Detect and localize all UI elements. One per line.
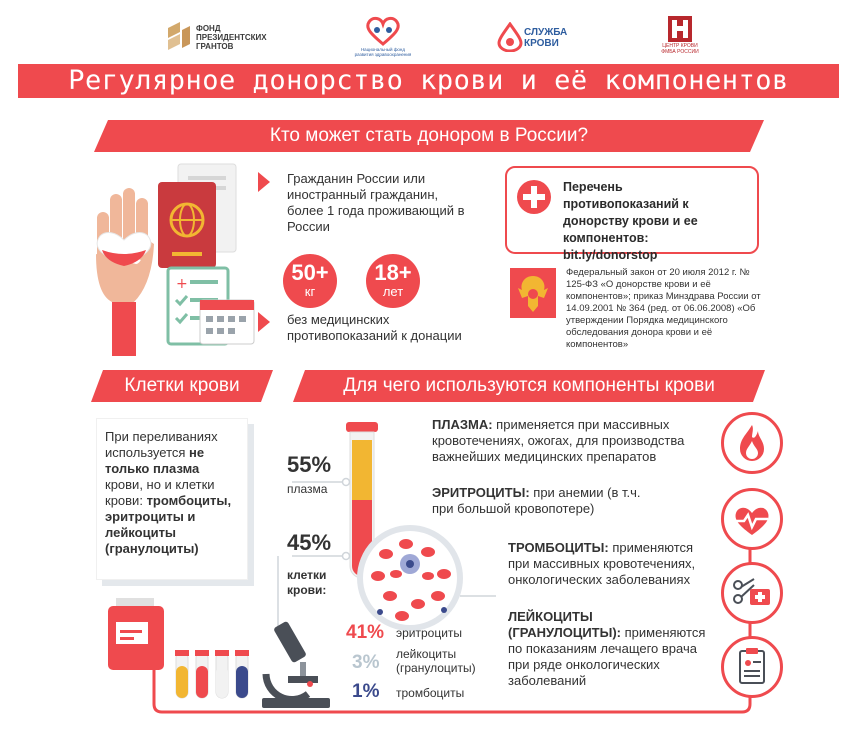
cells-banner: Клетки крови <box>124 375 240 396</box>
page-title: Регулярное донорство крови и её компонентов <box>18 64 839 98</box>
ery-desc <box>432 485 658 517</box>
cells-text-intro: При переливаниях используется <box>105 429 218 460</box>
documents-illustration <box>156 160 258 350</box>
heart-people-icon <box>363 16 403 46</box>
plasma-title: ПЛАЗМА: <box>432 417 493 432</box>
weight-badge <box>283 254 337 308</box>
leu-desc-text: применяются по показаниям лечащего врача при ряде онкологических заболеваний <box>508 625 706 688</box>
plasma-desc-text: применяется при массивных кровотечениях, ожогах, для производства важнейших медицинских препаратов <box>432 417 685 464</box>
fund-logo-icon <box>166 22 192 52</box>
thr-title: ТРОМБОЦИТЫ: <box>508 540 609 555</box>
logo-blood-center <box>658 16 702 60</box>
logo-fund <box>166 22 286 54</box>
cells-text-mid: крови, но и клетки крови: <box>105 477 215 508</box>
logo-blood-service <box>497 20 575 56</box>
age-badge <box>366 254 420 308</box>
cells-text-bold2: тромбоциты, эритроциты и лейкоциты (гранулоциты) <box>105 493 232 556</box>
weight-value: 50+ <box>291 260 329 285</box>
ery-title: ЭРИТРОЦИТЫ: <box>432 485 530 500</box>
logo-foundation <box>352 16 414 60</box>
age-unit: лет <box>382 284 404 299</box>
who-banner: Кто может стать донором в России? <box>269 125 589 146</box>
components-banner: Для чего используются компоненты крови <box>343 375 715 396</box>
thr-percent: 1% <box>352 681 380 702</box>
leu-title: ЛЕЙКОЦИТЫ (ГРАНУЛОЦИТЫ): <box>508 609 621 640</box>
scissors-kit-icon <box>721 562 783 624</box>
bullet-arrow-2 <box>258 312 270 332</box>
contra-text[interactable]: Перечень противопоказаний к донорству крови и ее компонентов: bit.ly/donorstop <box>563 180 698 262</box>
ery-label: эритроциты <box>396 626 463 640</box>
foundation-caption: Национальный фонд развития здравоохранения <box>354 47 412 57</box>
thr-label: тромбоциты <box>396 686 465 700</box>
plasma-label: плазма <box>287 482 328 496</box>
cross-icon <box>517 180 551 214</box>
blood-center-icon <box>668 16 692 42</box>
coat-of-arms-icon <box>510 268 556 318</box>
svg-text:+: + <box>176 276 188 292</box>
thr-desc <box>508 540 708 588</box>
ery-percent: 41% <box>346 622 385 643</box>
contra-box <box>505 166 759 262</box>
cells-text-bold1: не только плазма <box>105 445 205 476</box>
cells-label: клетки крови: <box>287 568 327 597</box>
hand-blood-illustration <box>92 184 158 356</box>
citizen-text: Гражданин России или иностранный гражданин, более 1 года проживающий в России <box>287 171 465 234</box>
leu-percent: 3% <box>352 652 380 673</box>
ery-desc-text: при анемии (в т.ч. при большой кровопотере) <box>432 485 641 516</box>
age-value: 18+ <box>374 260 412 285</box>
thr-desc-text: применяются при массивных кровотечениях, онкологических заболеваниях <box>508 540 696 587</box>
fund-name: ФОНД ПРЕЗИДЕНТСКИХ ГРАНТОВ <box>196 24 267 52</box>
cells-percent: 45% <box>287 530 332 555</box>
center-caption: ЦЕНТР КРОВИ ФМБА РОССИИ <box>661 43 699 55</box>
law-text: Федеральный закон от 20 июля 2012 г. № 125-ФЗ «О донорстве крови и её компонентов»; приказ Минздрава России от 14.09.2001 № 364 (ред. от 06.06.2008) «Об утверждении Порядка медицинского обследования донора крови и её компонентов» <box>566 267 761 350</box>
fire-icon <box>721 412 783 474</box>
bullet-arrow-1 <box>258 172 270 192</box>
medical-record-icon <box>721 636 783 698</box>
leu-label: лейкоциты (гранулоциты) <box>396 647 476 675</box>
weight-unit: кг <box>304 284 316 299</box>
plasma-desc <box>432 417 694 465</box>
heart-pulse-icon <box>721 488 783 550</box>
leu-desc <box>508 609 708 689</box>
blood-drop-icon <box>497 22 523 52</box>
no-contra-text: без медицинских противопоказаний к донации <box>287 312 462 343</box>
plasma-percent: 55% <box>287 452 332 477</box>
service-name: СЛУЖБА КРОВИ <box>524 27 568 49</box>
